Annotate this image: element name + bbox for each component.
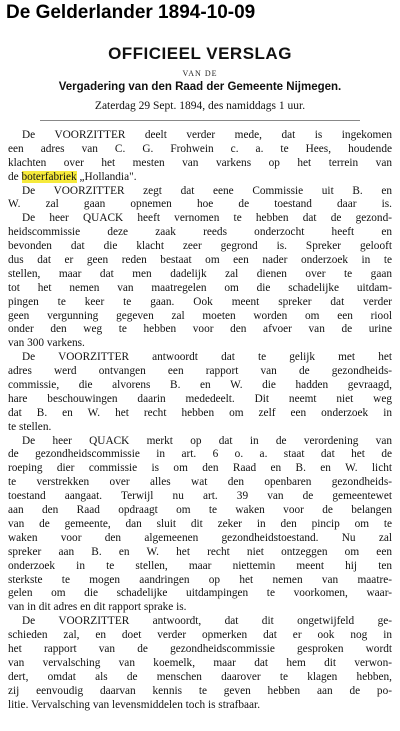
clipping-title: De Gelderlander 1894-10-09 [6, 2, 256, 23]
article-line: onderzoek in te stellen, maar niettemin meent hij ten [8, 559, 392, 572]
article-line: dat B. en W. het recht hebben om zelf een onderzoek in [8, 406, 392, 419]
article-line: klachten over het mesten van varkens op het terrein van [8, 156, 392, 169]
article-line: van de gemeente, dan sluit dit zeker in den pincip om te [8, 517, 392, 530]
article-line: De VOORZITTER antwoordt, dat dit ongetwijfeld ge- [22, 615, 392, 628]
article-van-de: VAN DE [182, 69, 218, 78]
article-line [8, 171, 392, 185]
article-line: dus dat er geen reden bestaat om een nader onderzoek in te [8, 254, 392, 267]
highlighted-word: boterfabriek [21, 170, 77, 183]
article-line: stellen, maar dat men dadelijk zal dienen over te gaan [8, 267, 392, 280]
article-line: W. zal gaan opnemen hoe de toestand daar is. [8, 198, 392, 211]
article-line: gelen om die schadelijke uitdampingen te voorkomen, waar- [8, 587, 392, 600]
article-line: zij eenvoudig daarvan kennis te geven hebben aan de po- [8, 684, 392, 697]
article-line: heidscommissie deze zaak reeds onderzocht heeft en [8, 226, 392, 239]
article-line: onder den weg te hebben voor den afvoer van de urine [8, 323, 392, 336]
article-line: De VOORZITTER antwoordt dat te gelijk met het [22, 351, 392, 364]
article-line: dert, omdat als de menschen daarover te klagen hebben, [8, 670, 392, 683]
article-line: toestand aangaat. Terwijl nu art. 39 van de gemeentewet [8, 490, 392, 503]
article-line: commissie, die alvorens B. en W. die hadden gevraagd, [8, 379, 392, 392]
article-line: sterkste te mogen aandringen op het nemen van maatre- [8, 573, 392, 586]
article-line: tot het nemen van maatregelen om die schadelijke uitdam- [8, 281, 392, 294]
article-line: een adres van C. G. Frohwein c. a. te Hees, houdende [8, 142, 392, 155]
article-line: De VOORZITTER deelt verder mede, dat is ingekomen [22, 129, 392, 141]
highlight-pre: de [8, 170, 22, 183]
article-dateline: Zaterdag 29 Sept. 1894, des namiddags 1 uur. [94, 100, 306, 112]
article-line: hare beschouwingen daarin mededeelt. Dit neemt niet weg [8, 392, 392, 405]
article-line: spreker aan B. en W. het recht niet ontzeggen om een [8, 545, 392, 558]
article-line: de gezondheidscommissie in art. 6 o. a. staat dat het de [8, 448, 392, 461]
article-line: schieden zal, en doet verder opmerken dat er ook nog in [8, 629, 392, 642]
article-line: van vervalsching van koemelk, maar dat hem dit verwon- [8, 656, 392, 669]
article-line: De VOORZITTER zegt dat eene Commissie uit B. en [22, 184, 392, 197]
header-rule [40, 120, 360, 121]
article-line: roeping dier commissie is om den Raad en B. en W. licht [8, 462, 392, 475]
article-line: van in dit adres en dit rapport sprake is. [8, 601, 187, 614]
article-line: pingen te keer te gaan. Ook meent spreker dat verder [8, 295, 392, 308]
article-line: litie. Vervalsching van levensmiddelen toch is strafbaar. [8, 698, 261, 711]
article-subtitle: Vergadering van den Raad der Gemeente Nijmegen. [58, 81, 342, 93]
article-line: De heer QUACK merkt op dat in de verordening van [22, 434, 392, 447]
article-line: te verstrekken over alles wat den openbaren gezondheids- [8, 476, 392, 489]
article-line: het rapport van de gezondheidscommissie gesproken wordt [8, 642, 392, 655]
article-line: adres werd ontvangen een rapport van de gezondheids- [8, 365, 392, 378]
article-body [8, 129, 392, 712]
article-line: geen vergunning gegeven zal moeten worden om een riool [8, 309, 392, 322]
article-line: De heer QUACK heeft vernomen te hebben dat de gezond- [22, 212, 392, 225]
article-line: bevonden dat die klacht zeer gegrond is. Spreker gelooft [8, 240, 392, 253]
article-line: aan den Raad opdraagt om te waken voor de belangen [8, 504, 392, 517]
article-line: van 300 varkens. [8, 337, 85, 350]
article-line: waken voor den algemeenen gezondheidstoestand. Nu zal [8, 531, 392, 544]
highlight-post: „Hollandia". [76, 170, 137, 183]
article-line: te stellen. [8, 420, 52, 433]
article-title: OFFICIEEL VERSLAG [108, 44, 292, 63]
